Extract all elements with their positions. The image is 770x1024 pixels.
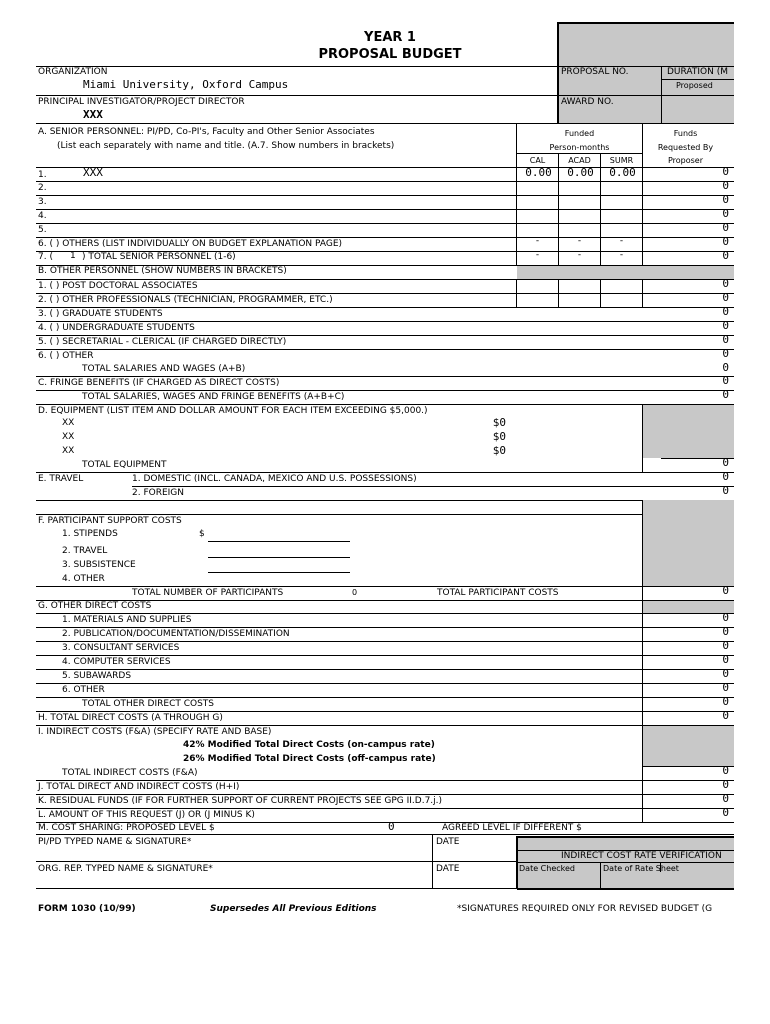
pi-value: XXX [83,108,103,121]
pi-signature-label: PI/PD TYPED NAME & SIGNATURE* [38,837,192,847]
dash: - [577,250,582,260]
participant-gray [643,500,734,586]
senior-row-num: 1. [38,170,47,180]
senior-row-1-sumr: 0.00 [609,166,636,179]
amount-value: 0 [722,347,729,360]
signature-note: *SIGNATURES REQUIRED ONLY FOR REVISED BUDGET (G [457,904,713,914]
amount-value: 0 [722,778,729,791]
subsistence-label: 3. SUBSISTENCE [62,560,136,570]
date-rate-sheet-label: Date of Rate Sheet [603,864,679,873]
other-direct-item: 1. MATERIALS AND SUPPLIES [62,615,192,625]
total-other-direct-label: TOTAL OTHER DIRECT COSTS [82,699,215,709]
dash: - [619,236,624,246]
amount-value: 0 [722,584,729,597]
sumr-header: SUMR [609,156,634,165]
dash: - [535,250,540,260]
other-direct-gray [643,601,734,613]
equipment-heading: D. EQUIPMENT (LIST ITEM AND DOLLAR AMOUNT FOR EACH ITEM EXCEEDING $5,000.) [38,406,428,416]
page-title: PROPOSAL BUDGET [318,47,462,62]
cal-header: CAL [529,156,546,165]
amount-value: 0 [722,374,729,387]
other-personnel-row: 2. ( ) OTHER PROFESSIONALS (TECHNICIAN, PROGRAMMER, ETC.) [38,295,333,305]
agreed-level-label: AGREED LEVEL IF DIFFERENT $ [442,823,582,833]
funds-label: Funds [673,129,698,138]
participant-heading: F. PARTICIPANT SUPPORT COSTS [38,516,182,526]
other-direct-item: 4. COMPUTER SERVICES [62,657,171,667]
amount-value: 0 [722,388,729,401]
amount-value: 0 [722,193,729,206]
proposed-label: Proposed [676,81,713,90]
amount-value: 0 [722,806,729,819]
stipends-dollar: $ [199,529,205,539]
indirect-gray [643,726,734,766]
amount-value: 0 [722,792,729,805]
participant-other-label: 4. OTHER [62,574,105,584]
total-direct-indirect-label: J. TOTAL DIRECT AND INDIRECT COSTS (H+I) [38,782,240,792]
amount-value: 0 [722,291,729,304]
equipment-gray [643,405,734,458]
duration-label: DURATION (M [667,67,728,77]
other-direct-heading: G. OTHER DIRECT COSTS [38,601,152,611]
header-gray-block [559,22,734,66]
senior-row-1-acad: 0.00 [567,166,594,179]
total-participants-label: TOTAL NUMBER OF PARTICIPANTS [132,588,284,598]
org-signature-label: ORG. REP. TYPED NAME & SIGNATURE* [38,864,213,874]
other-personnel-row: 4. ( ) UNDERGRADUATE STUDENTS [38,323,195,333]
indirect-heading: I. INDIRECT COSTS (F&A) (SPECIFY RATE AND BASE) [38,727,272,737]
senior-row-1-name: XXX [83,166,103,179]
amount-value: 0 [722,333,729,346]
other-direct-item: 6. OTHER [62,685,105,695]
indirect-rate-1: 42% Modified Total Direct Costs (on-campus rate) [183,740,435,750]
amount-value: 0 [722,653,729,666]
acad-header: ACAD [568,156,591,165]
total-indirect-label: TOTAL INDIRECT COSTS (F&A) [62,768,198,778]
senior-row-num: 5. [38,225,47,235]
equipment-item-name: XX [62,446,75,456]
section-b-gray [517,266,734,279]
total-participant-costs-label: TOTAL PARTICIPANT COSTS [437,588,559,598]
equipment-item-name: XX [62,418,75,428]
total-direct-label: H. TOTAL DIRECT COSTS (A THROUGH G) [38,713,223,723]
total-equipment-label: TOTAL EQUIPMENT [82,460,167,470]
senior-total-count: 1 [70,251,76,261]
pi-date-label: DATE [436,837,460,847]
section-a-heading: A. SENIOR PERSONNEL: PI/PD, Co-PI's, Faculty and Other Senior Associates [38,127,375,137]
proposer-label: Proposer [667,156,704,165]
stipends-label: 1. STIPENDS [62,529,118,539]
senior-row-1-cal: 0.00 [525,166,552,179]
dash: - [535,236,540,246]
senior-row-others: 6. ( ) OTHERS (LIST INDIVIDUALLY ON BUDGET EXPLANATION PAGE) [38,239,343,249]
amount-value: 0 [722,611,729,624]
amount-request-label: L. AMOUNT OF THIS REQUEST (J) OR (J MINUS K) [38,810,255,820]
cost-sharing-value: 0 [388,820,395,833]
award-no-label: AWARD NO. [561,97,614,107]
other-personnel-row: 1. ( ) POST DOCTORAL ASSOCIATES [38,281,198,291]
amount-value: 0 [722,764,729,777]
section-b-heading: B. OTHER PERSONNEL (SHOW NUMBERS IN BRACKETS) [38,266,287,276]
amount-value: 0 [722,709,729,722]
person-months-label: Person-months [549,143,610,152]
other-personnel-row: 5. ( ) SECRETARIAL - CLERICAL (IF CHARGED DIRECTLY) [38,337,287,347]
participant-travel-label: 2. TRAVEL [62,546,108,556]
amount-value: 0 [722,319,729,332]
equipment-item-amount: $0 [492,430,506,443]
amount-value: 0 [722,179,729,192]
dash: - [577,236,582,246]
amount-value: 0 [722,695,729,708]
amount-value: 0 [722,681,729,694]
amount-value: 0 [722,165,729,178]
indirect-rate-2: 26% Modified Total Direct Costs (off-campus rate) [183,754,436,764]
equipment-item-name: XX [62,432,75,442]
senior-row-num: 3. [38,197,47,207]
org-date-label: DATE [436,864,460,874]
verification-title: INDIRECT COST RATE VERIFICATION [561,851,722,861]
travel-label: E. TRAVEL [38,474,84,484]
dash: - [619,250,624,260]
senior-total-label: ) TOTAL SENIOR PERSONNEL (1-6) [82,252,236,262]
other-direct-item: 3. CONSULTANT SERVICES [62,643,180,653]
travel-domestic: 1. DOMESTIC (INCL. CANADA, MEXICO AND U.S. POSSESSIONS) [132,474,417,484]
equipment-item-amount: $0 [492,444,506,457]
proposal-no-label: PROPOSAL NO. [561,67,629,77]
equipment-item-amount: $0 [492,416,506,429]
amount-value: 0 [722,456,729,469]
fringe-label: C. FRINGE BENEFITS (IF CHARGED AS DIRECT COSTS) [38,378,280,388]
total-fringe-label: TOTAL SALARIES, WAGES AND FRINGE BENEFITS (A+B+C) [82,392,345,402]
amount-value: 0 [722,277,729,290]
funded-label: Funded [564,129,595,138]
date-checked-label: Date Checked [519,864,575,873]
section-a-subheading: (List each separately with name and title. (A.7. Show numbers in brackets) [57,141,395,151]
supersedes-note: Supersedes All Previous Editions [210,904,377,914]
organization-label: ORGANIZATION [38,67,108,77]
amount-value: 0 [722,361,729,374]
form-number: FORM 1030 (10/99) [38,904,136,914]
amount-value: 0 [722,484,729,497]
amount-value: 0 [722,235,729,248]
amount-value: 0 [722,639,729,652]
cost-sharing-label: M. COST SHARING: PROPOSED LEVEL $ [38,823,215,833]
other-personnel-row: 3. ( ) GRADUATE STUDENTS [38,309,163,319]
organization-value: Miami University, Oxford Campus [83,78,289,91]
amount-value: 0 [722,249,729,262]
pi-label: PRINCIPAL INVESTIGATOR/PROJECT DIRECTOR [38,97,245,107]
total-salaries-label: TOTAL SALARIES AND WAGES (A+B) [82,364,246,374]
year-title: YEAR 1 [364,30,416,45]
residual-funds-label: K. RESIDUAL FUNDS (IF FOR FURTHER SUPPORT OF CURRENT PROJECTS SEE GPG II.D.7.j.) [38,796,443,806]
other-direct-item: 5. SUBAWARDS [62,671,132,681]
amount-value: 0 [722,221,729,234]
amount-value: 0 [722,207,729,220]
requested-by-label: Requested By [657,143,714,152]
amount-value: 0 [722,625,729,638]
other-personnel-row: 6. ( ) OTHER [38,351,94,361]
amount-value: 0 [722,305,729,318]
amount-value: 0 [722,470,729,483]
travel-foreign: 2. FOREIGN [132,488,185,498]
other-direct-item: 2. PUBLICATION/DOCUMENTATION/DISSEMINATION [62,629,290,639]
amount-value: 0 [722,667,729,680]
senior-row-num: 2. [38,183,47,193]
total-participants-value: 0 [352,588,358,597]
senior-row-num: 4. [38,211,47,221]
senior-total-prefix: 7. ( [38,252,53,262]
